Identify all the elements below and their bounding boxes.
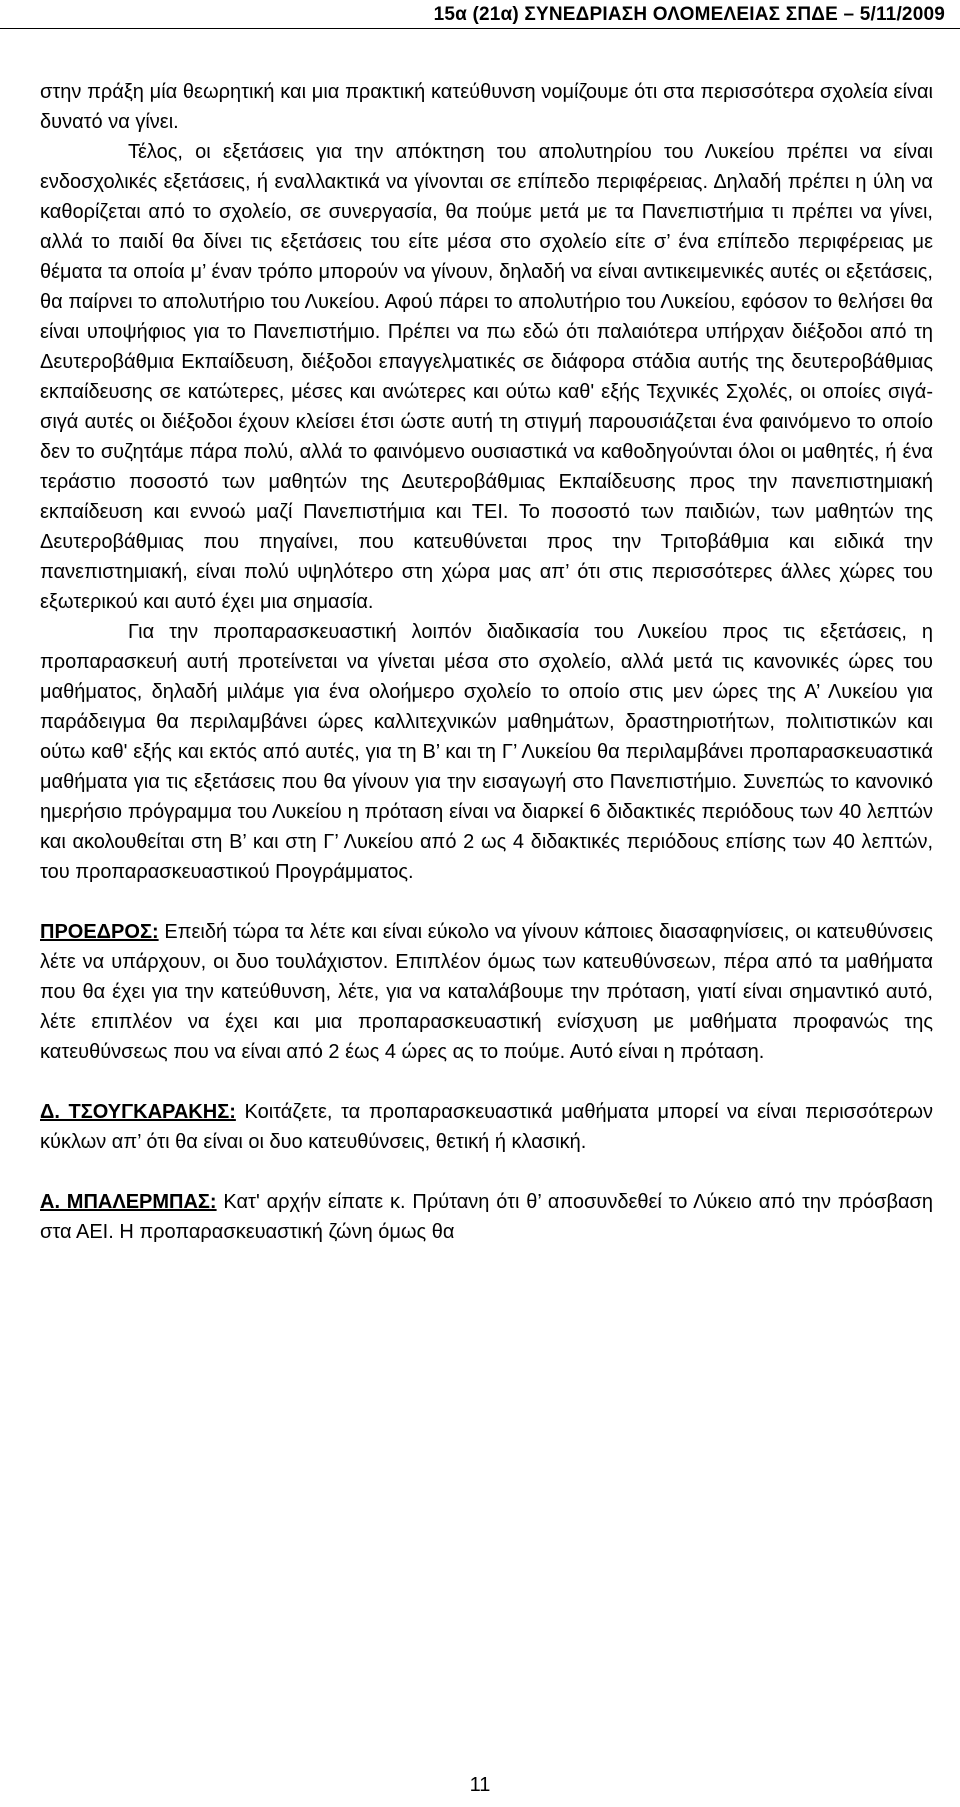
body-paragraph: Για την προπαρασκευαστική λοιπόν διαδικασία του Λυκείου προς τις εξετάσεις, η προπαρασκευή αυτή προτείνεται να γίνεται μέσα στο σχολείο, αλλά μετά τις κανονικές ώρες του μαθήματος, δηλαδή μιλάμε για ένα ολοήμερο σχολείο το οποίο στις μεν ώρες της Α’ Λυκείου για παράδειγμα θα περιλαμβάνει ώρες καλλιτεχνικών μαθημάτων, δραστηριοτήτων, πολιτιστικών και ούτω καθ' εξής και εκτός από αυτές, για τη Β’ και τη Γ’ Λυκείου θα περιλαμβάνει προπαρασκευαστικά μαθήματα για τις εξετάσεις που θα γίνουν για την εισαγωγή στο Πανεπιστήμιο. Συνεπώς το κανονικό ημερήσιο πρόγραμμα του Λυκείου η πρόταση είναι να διαρκεί 6 διδακτικές περιόδους των 40 λεπτών και ακολουθείται στη Β’ και στη Γ’ Λυκείου από 2 ως 4 διδακτικές περιόδους επίσης των 40 λεπτών, του προπαρασκευαστικού Προγράμματος. [40,621,933,883]
speech-text: Κοιτάζετε, τα προπαρασκευαστικά μαθήματα μπορεί να είναι περισσότερων κύκλων απ’ ότι θα είναι οι δυο κατευθύνσεις, θετική ή κλασική. [40,1101,933,1153]
page-number: 11 [469,1774,491,1796]
speech-paragraph [40,917,933,1067]
speech-text: Επειδή τώρα τα λέτε και είναι εύκολο να γίνουν κάποιες διασαφηνίσεις, οι κατευθύνσεις λέτε να υπάρχουν, οι δυο τουλάχιστον. Επιπλέον όμως των κατευθύνσεων, πέρα από τα μαθήματα που θα έχει για την κατεύθυνση, λέτε, για να καταλάβουμε την πρόταση, γιατί είναι σημαντικό αυτό, λέτε επιπλέον να έχει και μια προπαρασκευαστική ενίσχυση με μαθήματα προφανώς της κατευθύνσεως που να είναι από 2 έως 4 ώρες ας το πούμε. Αυτό είναι η πρόταση. [40,921,933,1063]
speaker-name: Α. ΜΠΑΛΕΡΜΠΑΣ: [40,1191,217,1213]
speech-paragraph [40,1187,933,1247]
header-rule [0,28,960,29]
speech-paragraph [40,1097,933,1157]
page-header: 15α (21α) ΣΥΝΕΔΡΙΑΣΗ ΟΛΟΜΕΛΕΙΑΣ ΣΠΔΕ – 5/11/2009 [433,4,945,25]
speaker-name: ΠΡΟΕΔΡΟΣ: [40,921,159,943]
body-paragraph: Τέλος, οι εξετάσεις για την απόκτηση του απολυτηρίου του Λυκείου πρέπει να είναι ενδοσχολικές εξετάσεις, ή εναλλακτικά να γίνονται σε επίπεδο περιφέρειας. Δηλαδή πρέπει η ύλη να καθορίζεται από το σχολείο, σε συνεργασία, θα πούμε μετά με τα Πανεπιστήμια τι πρέπει να γίνει, αλλά το παιδί θα δίνει τις εξετάσεις του είτε μέσα στο σχολείο είτε σ’ ένα επίπεδο περιφέρειας με θέματα τα οποία μ’ έναν τρόπο μπορούν να γίνουν, δηλαδή να είναι αντικειμενικές αυτές οι εξετάσεις, θα παίρνει το απολυτήριο του Λυκείου. Αφού πάρει το απολυτήριο του Λυκείου, εφόσον το θελήσει θα είναι υποψήφιος για το Πανεπιστήμιο. Πρέπει να πω εδώ ότι παλαιότερα υπήρχαν διέξοδοι από τη Δευτεροβάθμια Εκπαίδευση, διέξοδοι επαγγελματικές σε διάφορα στάδια αυτής της δευτεροβάθμιας εκπαίδευσης σε κατώτερες, μέσες και ανώτερες και ούτω καθ' εξής Τεχνικές Σχολές, οι οποίες σιγά-σιγά αυτές οι διέξοδοι έχουν κλείσει έτσι ώστε αυτή τη στιγμή παρουσιάζεται ένα φαινόμενο το οποίο δεν το συζητάμε πάρα πολύ, αλλά το φαινόμενο ουσιαστικά να καθοδηγούνται όλοι οι μαθητές, ή ένα τεράστιο ποσοστό των μαθητών της Δευτεροβάθμιας Εκπαίδευσης προς την πανεπιστημιακή εκπαίδευση και εννοώ μαζί Πανεπιστήμια και ΤΕΙ. Το ποσοστό των παιδιών, των μαθητών της Δευτεροβάθμιας που πηγαίνει, που κατευθύνεται προς την Τριτοβάθμια και ειδικά την πανεπιστημιακή, είναι πολύ υψηλότερο στη χώρα μας απ’ ότι στις περισσότερες άλλες χώρες του εξωτερικού και αυτό έχει μια σημασία. [40,141,933,613]
speech-text: Κατ' αρχήν είπατε κ. Πρύτανη ότι θ’ αποσυνδεθεί το Λύκειο από την πρόσβαση στα ΑΕΙ. Η προπαρασκευαστική ζώνη όμως θα [40,1191,933,1243]
speaker-name: Δ. ΤΣΟΥΓΚΑΡΑΚΗΣ: [40,1101,236,1123]
document-body [40,77,933,1247]
body-paragraph: στην πράξη μία θεωρητική και μια πρακτική κατεύθυνση νομίζουμε ότι στα περισσότερα σχολεία είναι δυνατό να γίνει. [40,81,933,133]
